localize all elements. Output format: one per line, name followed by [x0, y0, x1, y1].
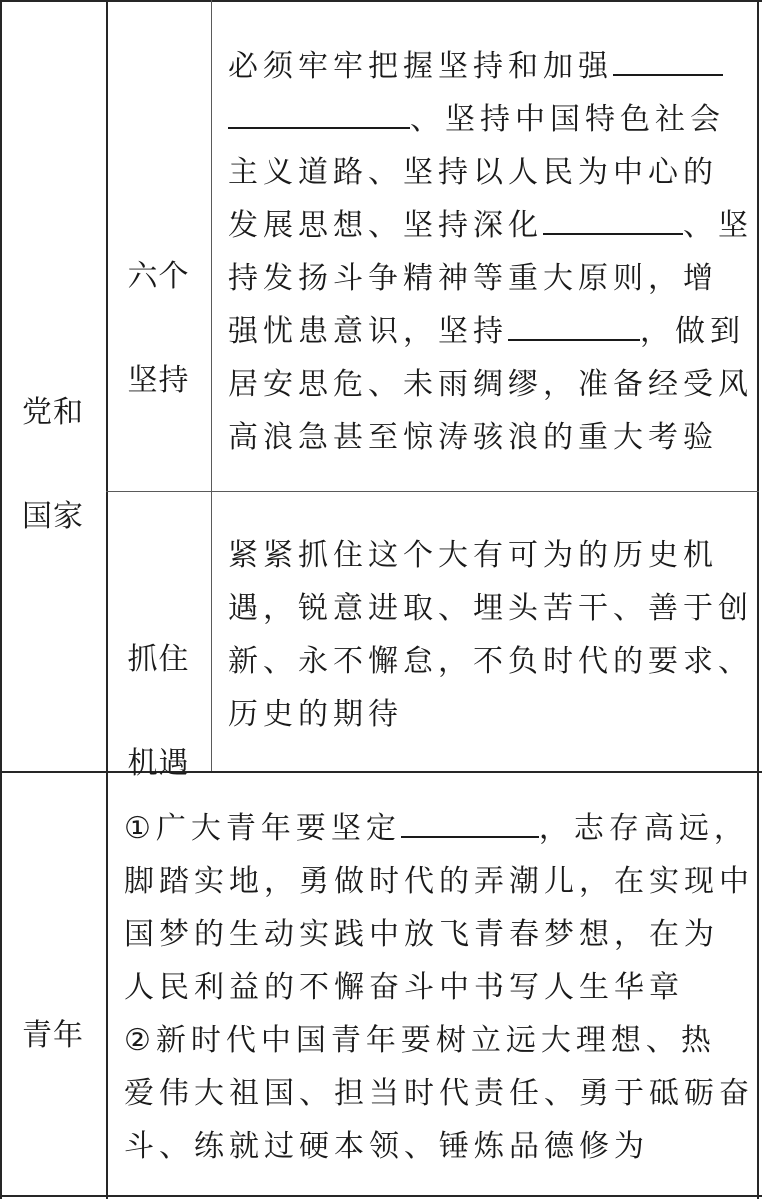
seize-opportunity-label-line1: 抓住	[127, 642, 190, 677]
seize-opportunity-line-2: 遇，锐意进取、埋头苦干、善于创	[228, 591, 753, 626]
youth-label	[0, 958, 106, 1062]
youth-line-1b: ，志存高远，	[538, 811, 749, 846]
youth-line-5: ②新时代中国青年要树立远大理想、热	[124, 1023, 716, 1058]
fill-blank	[508, 305, 640, 341]
youth-line-7: 斗、练就过硬本领、锤炼品德修为	[124, 1129, 649, 1164]
seize-opportunity-label-line2: 机遇	[127, 746, 190, 781]
seize-opportunity-line-4: 历史的期待	[228, 697, 403, 732]
youth-line-1a: ①广大青年要坚定	[124, 811, 401, 846]
six-persist-line-6b: ，做到	[640, 314, 745, 349]
six-persist-line-7: 居安思危、未雨绸缪，准备经受风	[228, 367, 753, 402]
fill-blank	[401, 802, 539, 838]
party-state-label	[0, 335, 106, 543]
six-persist-label-line2: 坚持	[127, 363, 190, 398]
column-divider-sub	[211, 0, 212, 772]
youth-line-2: 脚踏实地，勇做时代的弄潮儿，在实现中	[124, 864, 754, 899]
row-divider-sub	[106, 491, 759, 492]
fill-blank	[228, 93, 410, 129]
seize-opportunity-label	[106, 582, 211, 790]
six-persist-line-4b: 、坚	[683, 208, 753, 243]
party-state-label-line1: 党和	[22, 395, 84, 430]
six-persist-line-6a: 强忧患意识，坚持	[228, 314, 508, 349]
party-state-label-line2: 国家	[22, 499, 84, 534]
youth-line-4: 人民利益的不懈奋斗中书写人生华章	[124, 970, 684, 1005]
six-persist-line-3: 主义道路、坚持以人民为中心的	[228, 155, 718, 190]
six-persist-line-5: 持发扬斗争精神等重大原则，增	[228, 261, 718, 296]
six-persist-line-1: 必须牢牢把握坚持和加强	[228, 49, 613, 84]
youth-line-3: 国梦的生动实践中放飞青春梦想，在为	[124, 917, 719, 952]
six-persist-label-line1: 六个	[127, 259, 190, 294]
youth-label-text: 青年	[22, 1018, 84, 1053]
youth-line-6: 爱伟大祖国、担当时代责任、勇于砥砺奋	[124, 1076, 754, 1111]
table-border-right	[757, 0, 759, 1199]
table-border-top	[0, 0, 762, 2]
seize-opportunity-line-3: 新、永不懈怠，不负时代的要求、	[228, 644, 753, 679]
six-persist-line-8: 高浪急甚至惊涛骇浪的重大考验	[228, 420, 718, 455]
seize-opportunity-line-1: 紧紧抓住这个大有可为的历史机	[228, 538, 718, 573]
fill-blank	[543, 199, 683, 235]
six-persist-line-4a: 发展思想、坚持深化	[228, 208, 543, 243]
six-persist-line-2: 、坚持中国特色社会	[410, 102, 725, 137]
six-persist-label	[106, 199, 211, 407]
fill-blank	[613, 40, 723, 76]
table-border-bottom	[0, 1195, 762, 1197]
